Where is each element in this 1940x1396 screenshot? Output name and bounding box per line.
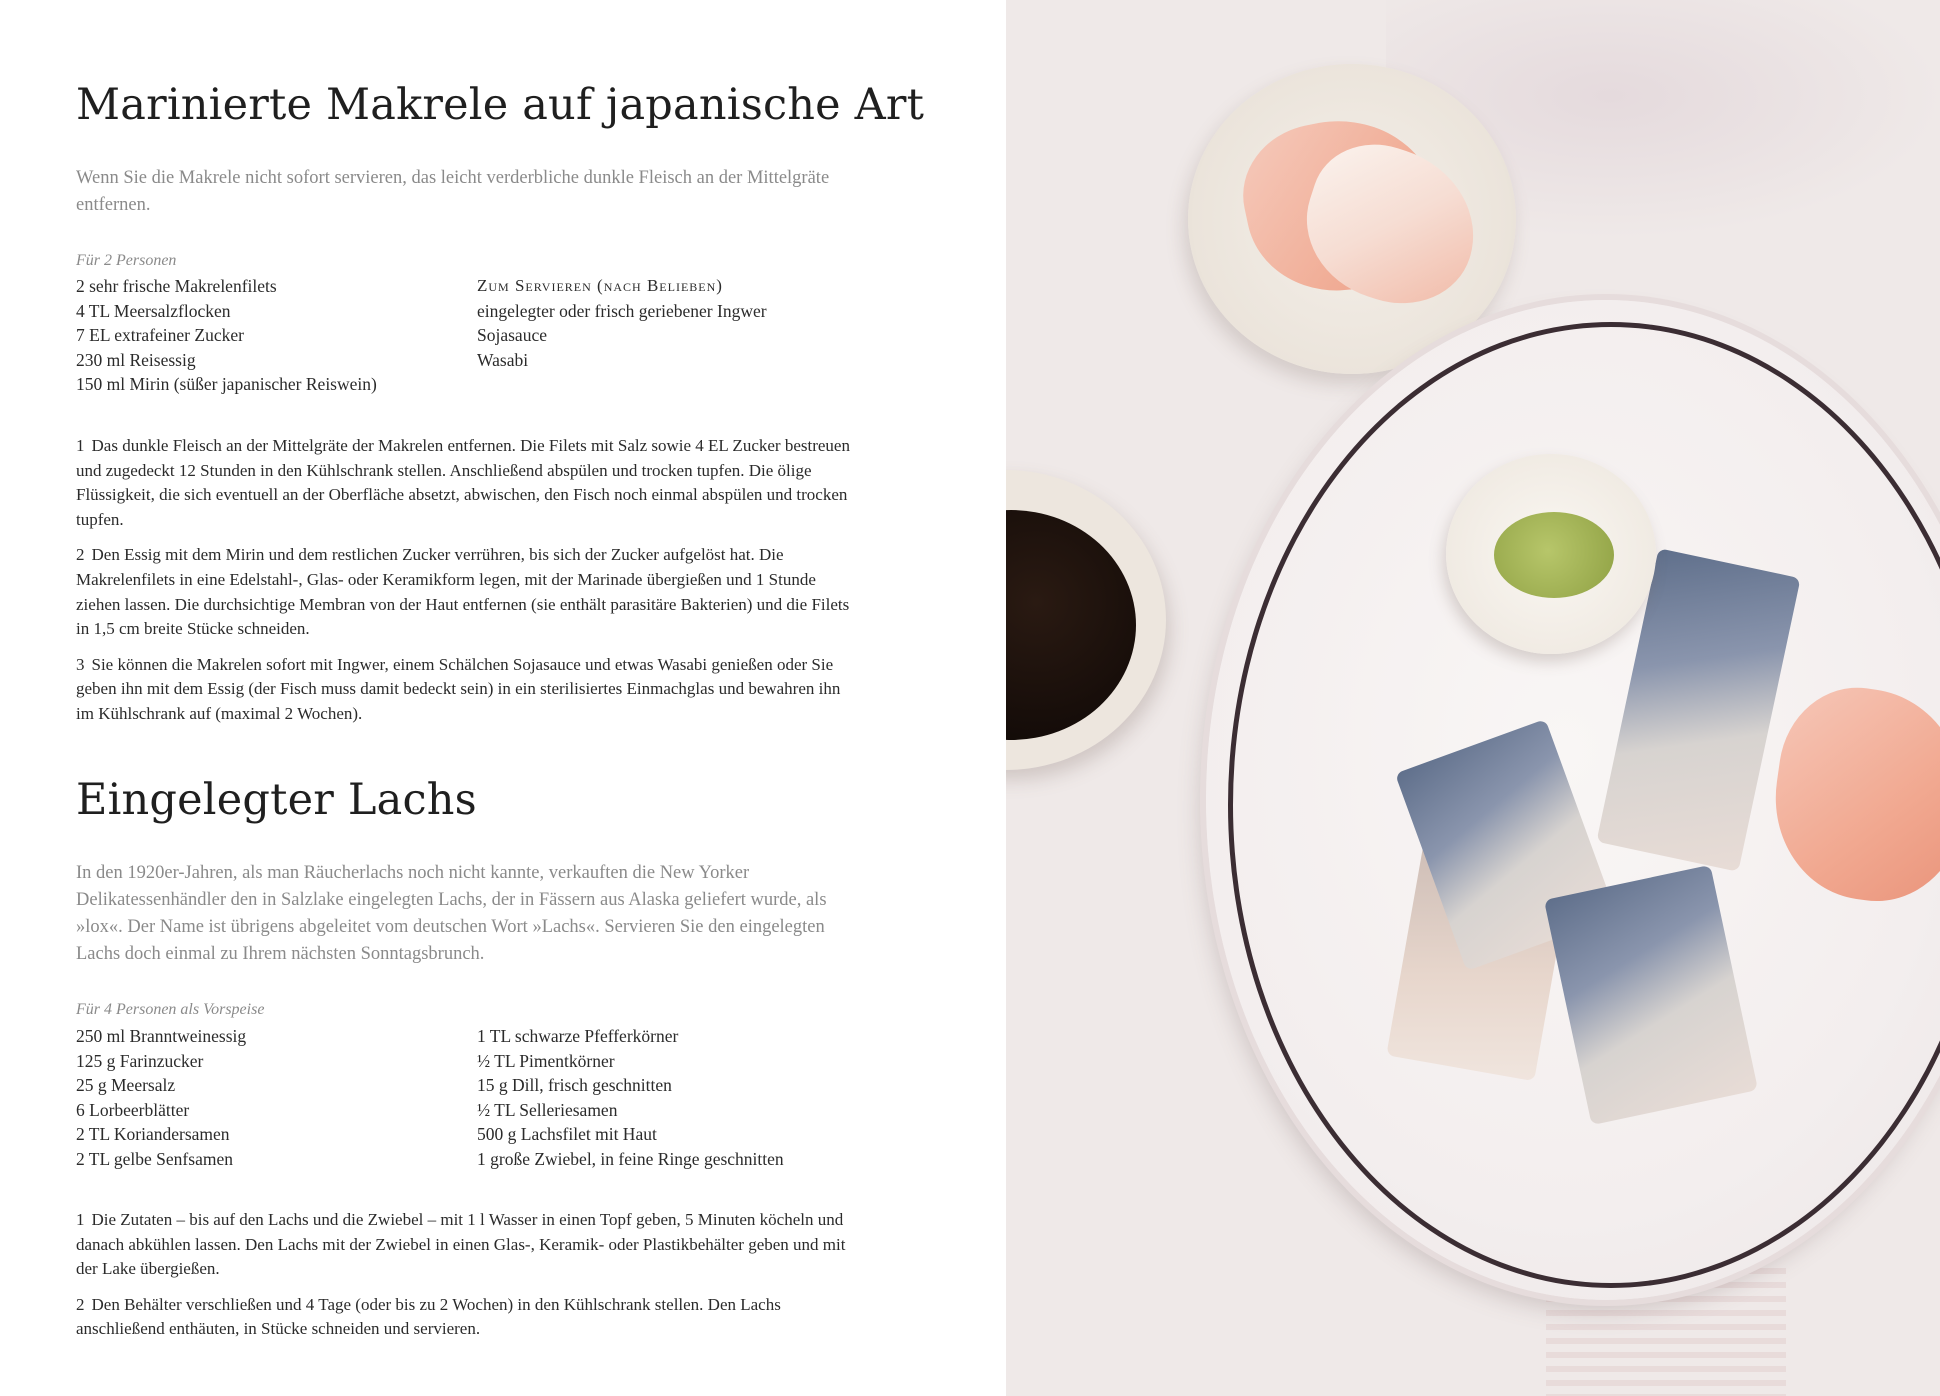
method-step bbox=[76, 1293, 851, 1342]
method-steps-salmon bbox=[76, 1208, 851, 1353]
method-step bbox=[76, 434, 851, 532]
recipe-intro-mackerel: Wenn Sie die Makrele nicht sofort servieren, das leicht verderbliche dunkle Fleisch an der Mittelgräte entfernen. bbox=[76, 168, 830, 215]
ingredient-item: 4 TL Meersalzflocken bbox=[76, 300, 231, 321]
serving-list-mackerel bbox=[477, 274, 767, 372]
ingredient-item: Wasabi bbox=[477, 349, 529, 370]
step-text: Das dunkle Fleisch an der Mittelgräte der Makrelen entfernen. Die Filets mit Salz sowie 4 EL Zucker bestreuen und zugedeckt 12 Stunden in den Kühlschrank stellen. Anschließend abspülen und trocken tupfen. Die ölige Flüssigkeit, die sich eventuell an der Oberfläche absetzt, abwischen, den Fisch noch einmal abspülen und trocken tupfen. bbox=[76, 436, 850, 529]
ingredient-item: Sojasauce bbox=[477, 325, 547, 346]
ingredient-item: ½ TL Selleriesamen bbox=[477, 1099, 618, 1120]
ingredient-item: 230 ml Reisessig bbox=[76, 349, 196, 370]
ingredient-item: 2 TL Koriandersamen bbox=[76, 1124, 230, 1145]
step-number: 1 bbox=[76, 436, 85, 455]
step-number: 2 bbox=[76, 1294, 85, 1314]
step-text: Den Behälter verschließen und 4 Tage (oder bis zu 2 Wochen) in den Kühlschrank stellen. Den Lachs anschließend enthäuten, in Stücke schneiden und servieren. bbox=[76, 1294, 781, 1339]
method-steps-mackerel bbox=[76, 434, 851, 738]
ingredient-item: 2 TL gelbe Senfsamen bbox=[76, 1148, 233, 1169]
ingredient-item: 2 sehr frische Makrelenfilets bbox=[76, 276, 277, 296]
step-text: Den Essig mit dem Mirin und dem restlichen Zucker verrühren, bis sich der Zucker aufgelöst hat. Die Makrelenfilets in eine Edelstahl-, Glas- oder Keramikform legen, mit der Marinade übergießen und 1 Stunde ziehen lassen. Die durchsichtige Membran von der Haut entfernen (sie enthält parasitäre Bakterien) und die Filets in 1,5 cm breite Stücke schneiden. bbox=[76, 545, 850, 639]
servings-mackerel: Für 2 Personen bbox=[76, 252, 177, 269]
food-photo bbox=[1006, 0, 1940, 1396]
ingredient-item: eingelegter oder frisch geriebener Ingwer bbox=[477, 300, 767, 321]
method-step bbox=[76, 1208, 851, 1282]
ingredients-list-mackerel bbox=[76, 274, 377, 397]
servings-salmon: Für 4 Personen als Vorspeise bbox=[76, 1001, 265, 1018]
ingredient-item: ½ TL Pimentkörner bbox=[477, 1050, 615, 1071]
ingredient-item: 15 g Dill, frisch geschnitten bbox=[477, 1075, 672, 1096]
step-number: 3 bbox=[76, 654, 85, 674]
ingredient-item: 125 g Farinzucker bbox=[76, 1050, 204, 1071]
step-number: 2 bbox=[76, 545, 85, 565]
ingredient-item: 500 g Lachsfilet mit Haut bbox=[477, 1124, 657, 1145]
recipe-title-mackerel: Marinierte Makrele auf japanische Art bbox=[76, 80, 925, 130]
method-step bbox=[76, 653, 851, 727]
ingredients-list-salmon-right bbox=[477, 1024, 784, 1172]
ingredient-item: 250 ml Branntweinessig bbox=[76, 1026, 247, 1046]
recipe-intro-salmon: In den 1920er-Jahren, als man Räucherlachs noch nicht kannte, verkauften die New Yorker Delikatessenhändler den in Salzlake eingelegten Lachs, der in Fässern aus Alaska geliefert wurde, als »lox«. Der Name ist übrigens abgeleitet vom deutschen Wort »Lachs«. Servieren Sie den eingelegten Lachs doch einmal zu Ihrem nächsten Sonntagsbrunch. bbox=[76, 863, 827, 964]
step-text: Sie können die Makrelen sofort mit Ingwer, einem Schälchen Sojasauce und etwas Wasabi genießen oder Sie geben ihn mit dem Essig (der Fisch muss damit bedeckt sein) in ein sterilisiertes Einmachglas und bewahren ihn im Kühlschrank auf (maximal 2 Wochen). bbox=[76, 654, 841, 723]
ingredient-item: 6 Lorbeerblätter bbox=[76, 1099, 190, 1120]
step-text: Die Zutaten – bis auf den Lachs und die Zwiebel – mit 1 l Wasser in einen Topf geben, 5 Minuten köcheln und danach abkühlen lassen. Den Lachs mit der Zwiebel in einen Glas-, Keramik- oder Plastikbehälter geben und mit der Lake übergießen. bbox=[76, 1210, 846, 1279]
method-step bbox=[76, 543, 851, 641]
ingredient-item: 1 große Zwiebel, in feine Ringe geschnitten bbox=[477, 1148, 784, 1169]
ingredient-item: 25 g Meersalz bbox=[76, 1075, 176, 1096]
ingredient-item: 150 ml Mirin (süßer japanischer Reiswein) bbox=[76, 374, 377, 395]
ingredients-list-salmon-left bbox=[76, 1024, 246, 1172]
ingredient-item: 7 EL extrafeiner Zucker bbox=[76, 325, 244, 346]
recipe-title-salmon: Eingelegter Lachs bbox=[76, 775, 477, 825]
step-number: 1 bbox=[76, 1210, 85, 1229]
wasabi bbox=[1494, 512, 1614, 598]
ingredient-item: 1 TL schwarze Pfefferkörner bbox=[477, 1026, 679, 1046]
serving-heading: Zum Servieren (nach Belieben) bbox=[477, 276, 723, 295]
